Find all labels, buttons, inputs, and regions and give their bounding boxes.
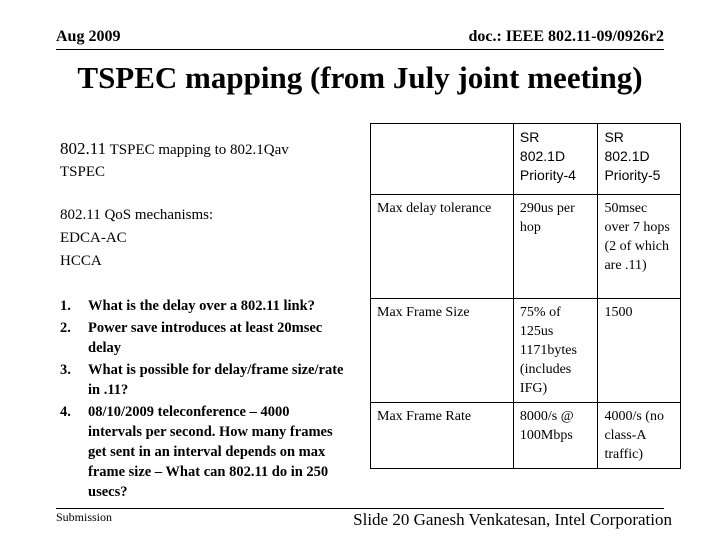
question-item: 4. 08/10/2009 teleconference – 4000 intervals per second. How many frames get sent in an interval depends on max frame size – What can 802.11 do in 250 usecs? — [60, 404, 333, 500]
footer-submission: Submission — [56, 510, 113, 524]
table-row — [371, 195, 681, 299]
table-corner-cell — [371, 124, 514, 195]
footer-rule — [56, 508, 664, 509]
row-label-frame-rate: Max Frame Rate — [371, 403, 514, 469]
row-label-delay: Max delay tolerance — [371, 195, 514, 299]
qos-line3: HCCA — [60, 253, 102, 269]
question-item: 1. What is the delay over a 802.11 link? — [60, 298, 315, 314]
mapping-text — [60, 138, 360, 183]
mapping-rest-label: TSPEC mapping to 802.1Qav — [106, 142, 289, 158]
cell-frame-rate-sr4: 8000/s @ 100Mbps — [513, 403, 598, 469]
table-row — [371, 403, 681, 469]
header-doc-id: doc.: IEEE 802.11-09/0926r2 — [468, 28, 664, 45]
slide-title: TSPEC mapping (from July joint meeting) — [77, 60, 643, 95]
header-date: Aug 2009 — [56, 28, 121, 45]
cell-frame-size-sr5: 1500 — [598, 299, 681, 403]
header-sr4: SR 802.1D Priority-4 — [513, 124, 598, 195]
table-header-row — [371, 124, 681, 195]
qos-line2: EDCA-AC — [60, 230, 127, 246]
cell-frame-size-sr4: 75% of 125us 1171bytes (includes IFG) — [513, 299, 598, 403]
question-item: 3. What is possible for delay/frame size/rate in .11? — [60, 362, 344, 398]
tspec-table — [370, 123, 681, 469]
cell-delay-sr4: 290us per hop — [513, 195, 598, 299]
cell-delay-sr5: 50msec over 7 hops (2 of which are .11) — [598, 195, 681, 299]
header-sr5: SR 802.1D Priority-5 — [598, 124, 681, 195]
mapping-big-label: 802.11 — [60, 139, 107, 158]
table-row — [371, 299, 681, 403]
mapping-line2: TSPEC — [60, 164, 106, 180]
qos-mechanisms — [60, 204, 360, 273]
question-list — [60, 296, 345, 504]
cell-frame-rate-sr5: 4000/s (no class-A traffic) — [598, 403, 681, 469]
footer-slide-info: Slide 20 Ganesh Venkatesan, Intel Corporation — [353, 510, 672, 529]
header-rule — [56, 49, 664, 50]
question-item: 2. Power save introduces at least 20msec delay — [60, 320, 323, 356]
row-label-frame-size: Max Frame Size — [371, 299, 514, 403]
qos-line1: 802.11 QoS mechanisms: — [60, 207, 214, 223]
